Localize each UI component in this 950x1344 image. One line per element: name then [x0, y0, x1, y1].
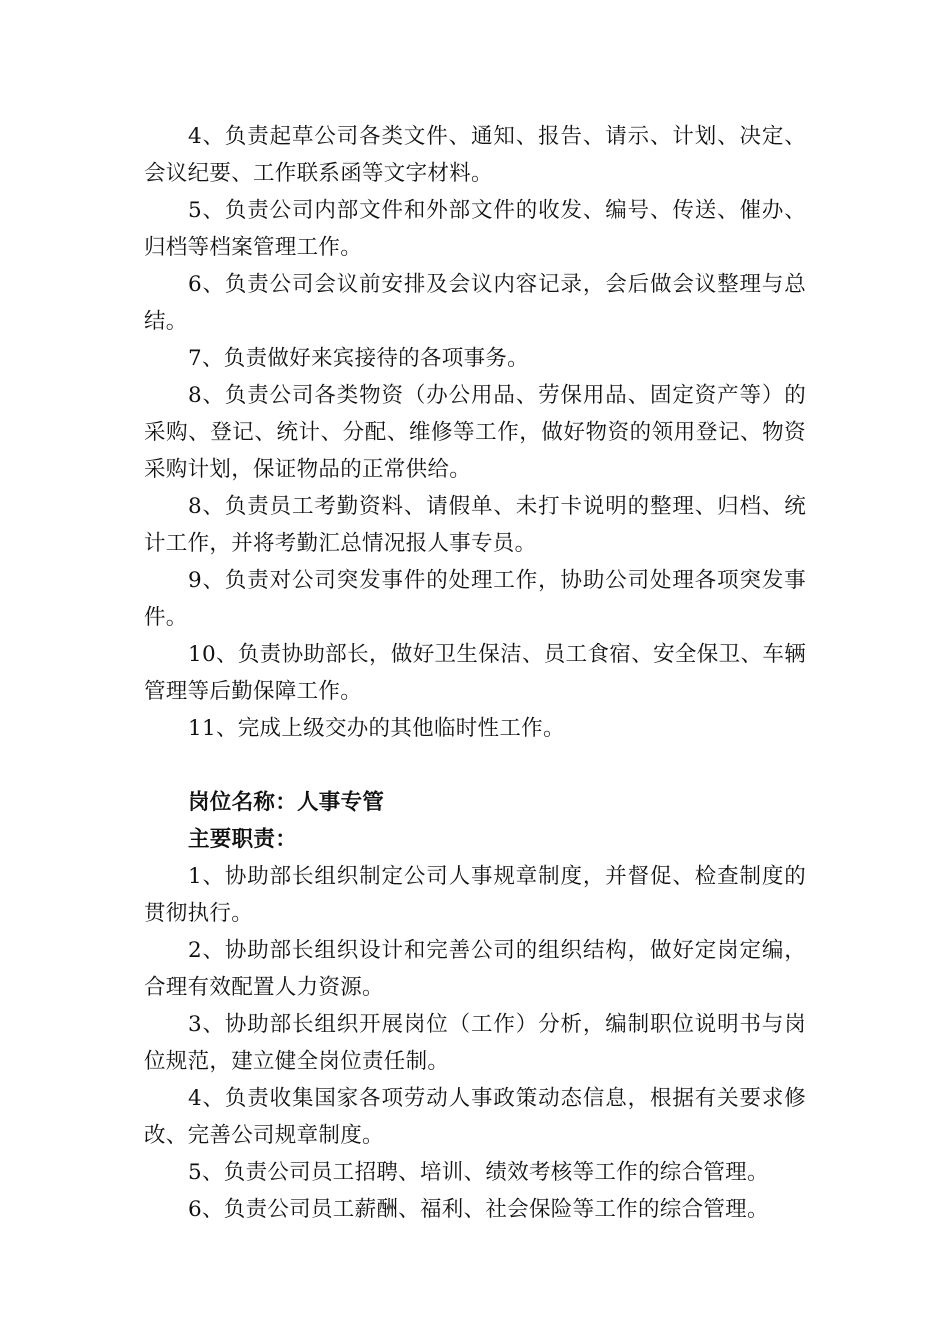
document-page: [144, 118, 806, 1228]
duty-item: 4、负责起草公司各类文件、通知、报告、请示、计划、决定、会议纪要、工作联系函等文字材料。: [144, 124, 806, 186]
duty-item: 11、完成上级交办的其他临时性工作。: [188, 716, 565, 741]
duty-item: 8、负责公司各类物资（办公用品、劳保用品、固定资产等）的采购、登记、统计、分配、维修等工作，做好物资的领用登记、物资采购计划，保证物品的正常供给。: [144, 383, 806, 482]
section-duties-continued: [144, 118, 806, 747]
duty-item: 10、负责协助部长，做好卫生保洁、员工食宿、安全保卫、车辆管理等后勤保障工作。: [144, 642, 806, 704]
duty-item: 6、负责公司会议前安排及会议内容记录，会后做会议整理与总结。: [144, 272, 806, 334]
duty-item: 5、负责公司内部文件和外部文件的收发、编号、传送、催办、归档等档案管理工作。: [144, 198, 806, 260]
duties-label: 主要职责：: [188, 827, 298, 852]
duty-item: 2、协助部长组织设计和完善公司的组织结构，做好定岗定编，合理有效配置人力资源。: [144, 938, 806, 1000]
section-spacer: [144, 747, 806, 784]
duty-item: 8、负责员工考勤资料、请假单、未打卡说明的整理、归档、统计工作，并将考勤汇总情况报人事专员。: [144, 494, 806, 556]
section-hr-specialist: [144, 784, 806, 1228]
duty-item: 7、负责做好来宾接待的各项事务。: [188, 346, 529, 371]
duty-item: 1、协助部长组织制定公司人事规章制度，并督促、检查制度的贯彻执行。: [144, 864, 806, 926]
duty-item: 5、负责公司员工招聘、培训、绩效考核等工作的综合管理。: [188, 1160, 769, 1185]
duty-item: 4、负责收集国家各项劳动人事政策动态信息，根据有关要求修改、完善公司规章制度。: [144, 1086, 806, 1148]
duty-item: 9、负责对公司突发事件的处理工作，协助公司处理各项突发事件。: [144, 568, 806, 630]
duty-item: 3、协助部长组织开展岗位（工作）分析，编制职位说明书与岗位规范，建立健全岗位责任制。: [144, 1012, 806, 1074]
position-title: 岗位名称：人事专管: [188, 790, 385, 815]
duty-item: 6、负责公司员工薪酬、福利、社会保险等工作的综合管理。: [188, 1197, 769, 1222]
